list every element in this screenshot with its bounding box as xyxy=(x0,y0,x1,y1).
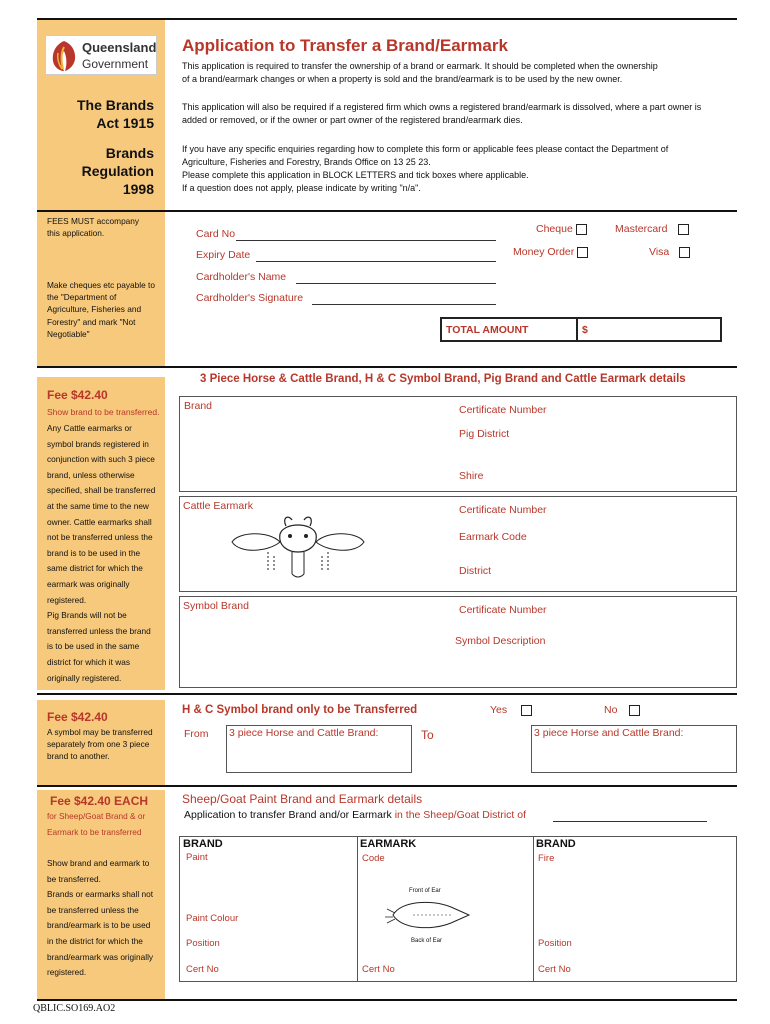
cheque-option[interactable]: Cheque xyxy=(536,223,587,235)
section1-fee: Fee $42.40 xyxy=(47,388,108,402)
cheque-checkbox[interactable] xyxy=(576,224,587,235)
mastercard-checkbox[interactable] xyxy=(678,224,689,235)
cattle-head-icon xyxy=(228,512,368,582)
position-label-1: Position xyxy=(186,938,220,949)
expiry-label: Expiry Date xyxy=(196,249,251,261)
yes-checkbox[interactable] xyxy=(521,705,532,716)
paint-brand-header: BRAND xyxy=(183,838,223,850)
symbol-cert-label: Certificate Number xyxy=(459,604,547,616)
section3-subheading: Application to transfer Brand and/or Earmark in the Sheep/Goat District of xyxy=(184,809,527,821)
section3-side-red1: for Sheep/Goat Brand & or xyxy=(47,811,146,821)
section3-side-line: brand/earmark was originally xyxy=(47,951,154,962)
section1-side-line: Pig Brands will not be xyxy=(47,610,127,621)
section3-side-line: be transferred. xyxy=(47,873,101,884)
section2-side-line: brand to another. xyxy=(47,751,110,762)
pig-district-label: Pig District xyxy=(459,428,510,440)
reg-line3: 1998 xyxy=(122,181,154,197)
visa-checkbox[interactable] xyxy=(679,247,690,258)
section3-side-text xyxy=(47,856,153,981)
para3-line4: If a question does not apply, please indicate by writing "n/a". xyxy=(182,183,421,193)
section1-side-line: owner. Cattle earmarks shall xyxy=(47,516,152,527)
section2-side-line: A symbol may be transferred xyxy=(47,727,153,737)
section1-side-line: at the same time to the new xyxy=(47,500,149,511)
para2-line2: added or removed, or if the owner or part owner of the registered brand/earmark dies. xyxy=(182,115,523,125)
section1-side-line: conjunction with such 3 piece xyxy=(47,454,155,465)
section1-side-line: brand, unless otherwise xyxy=(47,469,135,480)
no-checkbox[interactable] xyxy=(629,705,640,716)
money-order-option[interactable]: Money Order xyxy=(513,246,588,258)
total-divider xyxy=(576,319,578,340)
regulation-title xyxy=(82,144,154,198)
cheque-note-line: Agriculture, Fisheries and xyxy=(47,304,142,315)
rule-section1 xyxy=(37,366,737,368)
section1-side-line: originally registered. xyxy=(47,672,122,683)
position-label-2: Position xyxy=(538,938,572,949)
section1-side-line: Any Cattle earmarks or xyxy=(47,423,132,433)
section3-side-line: brand/earmark is to be used xyxy=(47,920,151,931)
cheque-note-line: Forestry" and mark "Not xyxy=(47,316,136,327)
symbol-desc-label: Symbol Description xyxy=(455,635,546,647)
para3-line3: Please complete this application in BLOCK LETTERS and tick boxes where applicable. xyxy=(182,170,529,180)
top-rule xyxy=(37,18,737,20)
section1-side-line: transferred unless the brand xyxy=(47,625,151,636)
section2-heading: H & C Symbol brand only to be Transferred xyxy=(182,704,418,716)
back-of-ear-label: Back of Ear xyxy=(411,938,443,944)
section3-side-line: Show brand and earmark to xyxy=(47,858,150,868)
section1-side-line: symbol brands registered in xyxy=(47,438,149,449)
form-code: QBLIC.SO169.AO2 xyxy=(33,1003,116,1014)
rule-section2 xyxy=(37,693,737,695)
section3-side-red2: Earmark to be transferred xyxy=(47,827,142,837)
no-option[interactable]: No xyxy=(604,704,640,716)
paint-colour-label: Paint Colour xyxy=(186,913,239,924)
cheque-note xyxy=(47,279,155,340)
to-label: To xyxy=(421,728,434,742)
table-divider-1 xyxy=(357,837,358,981)
reg-line2: Regulation xyxy=(81,163,154,179)
brand-cert-label: Certificate Number xyxy=(459,404,547,416)
section3-side-line: in the district for which the xyxy=(47,935,143,946)
cardholder-name-field[interactable] xyxy=(296,283,496,284)
logo-text-1: Queensland xyxy=(82,40,157,55)
section2-side-line: separately from one 3 piece xyxy=(47,739,150,750)
district-label: District xyxy=(459,565,492,577)
intro-line1: This application is required to transfer the ownership of a brand or earmark. It should be completed when the ownership xyxy=(182,61,658,71)
fees-note: FEES MUST accompany this application. xyxy=(47,216,140,238)
qld-gov-logo xyxy=(45,35,157,75)
para3-line2: Agriculture, Fisheries and Forestry, Brands Office on 13 25 23. xyxy=(182,157,431,167)
cert-no-label-2: Cert No xyxy=(362,964,395,975)
money-order-checkbox[interactable] xyxy=(577,247,588,258)
section3-heading: Sheep/Goat Paint Brand and Earmark details xyxy=(182,792,423,806)
logo-text-2: Government xyxy=(82,57,149,71)
section1-side-line: same district for which the xyxy=(47,563,143,574)
table-divider-2 xyxy=(533,837,534,981)
cattle-earmark-label: Cattle Earmark xyxy=(183,500,254,512)
cardholder-sig-label: Cardholder's Signature xyxy=(196,292,304,304)
section1-side-line: district for which it was xyxy=(47,656,130,667)
brand-label: Brand xyxy=(184,400,213,412)
to-box-label: 3 piece Horse and Cattle Brand: xyxy=(534,727,684,739)
cardholder-sig-field[interactable] xyxy=(312,304,496,305)
section1-side-line: earmark was originally xyxy=(47,578,130,589)
bottom-rule xyxy=(37,999,737,1001)
total-amount-box[interactable] xyxy=(440,317,722,342)
section3-side-line: registered. xyxy=(47,967,87,978)
yes-option[interactable]: Yes xyxy=(490,704,532,716)
act-line2: Act 1915 xyxy=(96,115,154,131)
section1-show: Show brand to be transferred. xyxy=(47,407,160,417)
section1-side-line: brand is to be used in the xyxy=(47,547,141,558)
card-no-field[interactable] xyxy=(236,240,496,241)
section3-fee: Fee $42.40 EACH xyxy=(50,794,149,808)
mastercard-option[interactable]: Mastercard xyxy=(615,223,689,235)
cardholder-name-label: Cardholder's Name xyxy=(196,271,287,283)
total-amount-label: TOTAL AMOUNT xyxy=(446,324,529,336)
ear-diagram-icon xyxy=(383,895,473,935)
from-label: From xyxy=(184,728,209,740)
front-of-ear-label: Front of Ear xyxy=(409,888,441,894)
intro-line2: of a brand/earmark changes or when a property is sold and the brand/earmark is to be used by the new owner. xyxy=(182,74,623,84)
cheque-note-line: Make cheques etc payable to xyxy=(47,280,155,290)
section1-side-line: is to be used in the same xyxy=(47,641,140,652)
earmark-cert-label: Certificate Number xyxy=(459,504,547,516)
earmark-header: EARMARK xyxy=(360,838,417,850)
section3-side-line: Brands or earmarks shall not xyxy=(47,889,154,900)
para2-line1: This application will also be required if a registered firm which owns a registered brand/earmark is dissolved, where a part owner is xyxy=(182,102,702,112)
total-currency: $ xyxy=(582,324,588,336)
section2-fee: Fee $42.40 xyxy=(47,710,108,724)
fire-label: Fire xyxy=(538,853,555,864)
section1-side-text xyxy=(47,421,155,686)
cert-no-label-1: Cert No xyxy=(186,964,219,975)
cheque-note-line: the "Department of xyxy=(47,292,117,303)
symbol-brand-label: Symbol Brand xyxy=(183,600,249,612)
sheep-district-field[interactable] xyxy=(553,821,707,822)
act-title xyxy=(77,96,154,132)
rule-section3 xyxy=(37,785,737,787)
cheque-note-line: Negotiable" xyxy=(47,328,90,339)
from-box-label: 3 piece Horse and Cattle Brand: xyxy=(229,727,379,739)
para3-line1: If you have any specific enquiries regarding how to complete this form or applicable fees please contact the Department of xyxy=(182,144,669,154)
earmark-code-label: Earmark Code xyxy=(459,531,527,543)
code-label: Code xyxy=(362,853,385,864)
section3-side-line: be transferred unless the xyxy=(47,904,139,915)
section2-side-text xyxy=(47,726,153,763)
section1-side-line: not be transferred unless the xyxy=(47,532,153,543)
rule-payment xyxy=(37,210,737,212)
cert-no-label-3: Cert No xyxy=(538,964,571,975)
section1-heading: 3 Piece Horse & Cattle Brand, H & C Symbol Brand, Pig Brand and Cattle Earmark details xyxy=(200,373,686,385)
reg-line1: Brands xyxy=(105,145,154,161)
logo-emblem-icon xyxy=(49,39,79,73)
section1-side-line: registered. xyxy=(47,594,87,605)
shire-label: Shire xyxy=(459,470,484,482)
brand-box[interactable] xyxy=(179,396,737,492)
act-line1: The Brands xyxy=(76,97,154,113)
page-title: Application to Transfer a Brand/Earmark xyxy=(182,36,508,55)
expiry-field[interactable] xyxy=(256,261,496,262)
paint-label: Paint xyxy=(186,852,208,863)
section1-side-line: specified, shall be transferred xyxy=(47,485,156,496)
card-no-label: Card No xyxy=(196,228,236,240)
fire-brand-header: BRAND xyxy=(536,838,576,850)
visa-option[interactable]: Visa xyxy=(649,246,690,258)
